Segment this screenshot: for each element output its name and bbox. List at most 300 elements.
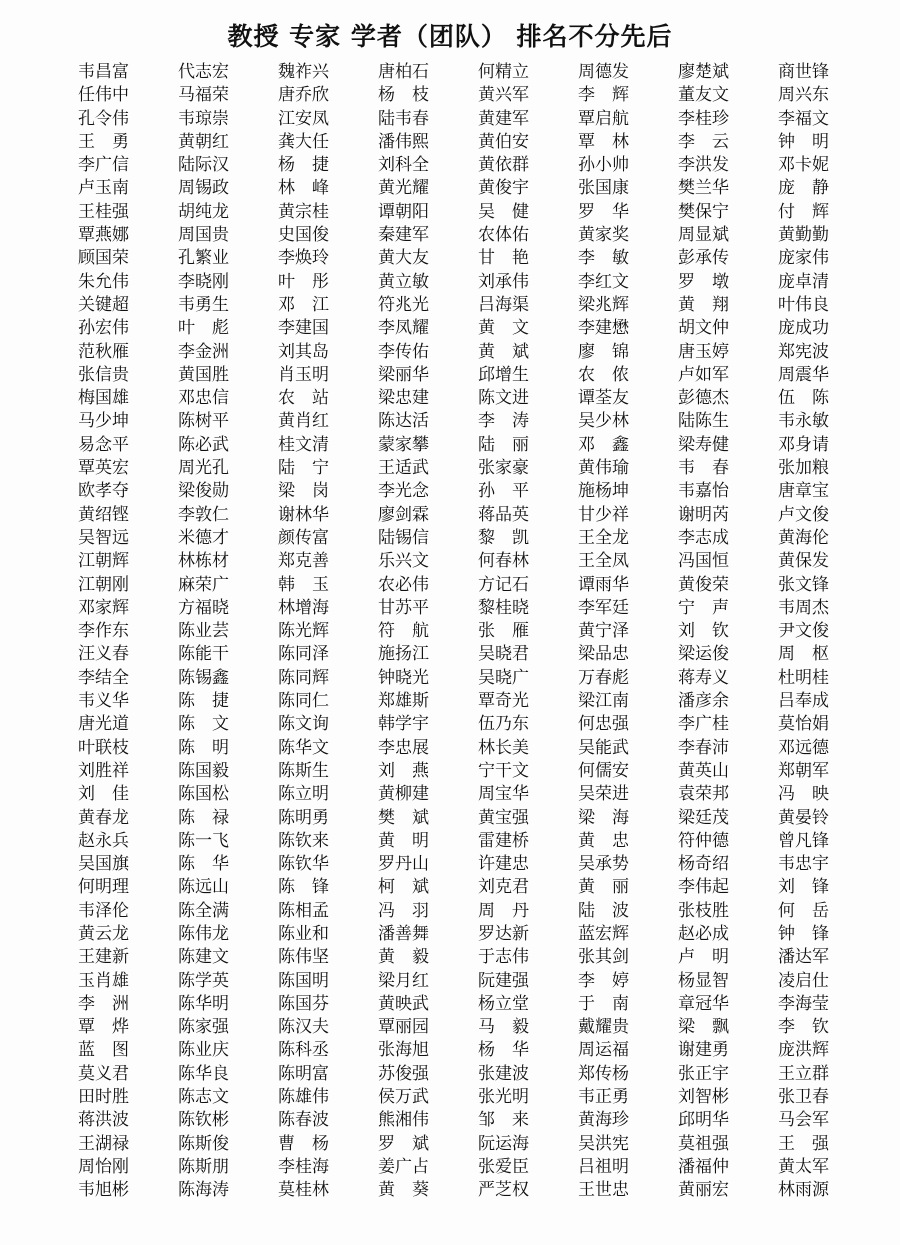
name-entry: 胡文仲 xyxy=(678,318,729,339)
name-entry: 冯国恒 xyxy=(678,551,729,572)
name-entry: 朱允伟 xyxy=(78,271,129,292)
name-entry: 周兴东 xyxy=(778,85,829,106)
name-entry: 唐柏石 xyxy=(378,62,429,82)
name-entry: 董友文 xyxy=(678,85,729,106)
name-entry: 韩 玉 xyxy=(278,574,329,595)
name-entry: 陈达活 xyxy=(378,411,429,432)
name-entry: 周显斌 xyxy=(678,225,729,246)
name-entry: 陈钦彬 xyxy=(178,1110,229,1131)
name-entry: 陈 禄 xyxy=(178,807,229,828)
name-entry: 施杨坤 xyxy=(578,481,629,502)
name-entry: 林增海 xyxy=(278,597,329,618)
name-entry: 罗 墩 xyxy=(678,271,729,292)
name-entry: 吴洪宪 xyxy=(578,1133,629,1154)
name-entry: 王立群 xyxy=(778,1063,829,1084)
name-entry: 黄伟瑜 xyxy=(578,458,629,479)
name-entry: 李洪发 xyxy=(678,155,729,176)
name-entry: 梁俊勋 xyxy=(178,481,229,502)
name-entry: 刘 燕 xyxy=(378,760,429,781)
name-entry: 赵永兵 xyxy=(78,830,129,851)
name-entry: 邓远德 xyxy=(778,737,829,758)
name-entry: 李 涛 xyxy=(478,411,529,432)
name-entry: 王全龙 xyxy=(578,527,629,548)
name-entry: 韦周杰 xyxy=(778,597,829,618)
name-entry: 陈远山 xyxy=(178,877,229,898)
name-entry: 梁丽华 xyxy=(378,364,429,385)
name-entry: 庞成功 xyxy=(778,318,829,339)
name-entry: 李忠展 xyxy=(378,737,429,758)
name-entry: 田时胜 xyxy=(78,1087,129,1108)
name-entry: 陈伟龙 xyxy=(178,923,229,944)
name-entry: 覃 林 xyxy=(578,131,629,152)
name-entry: 刘智彬 xyxy=(678,1087,729,1108)
name-entry: 龚大任 xyxy=(278,131,329,152)
name-entry: 代志宏 xyxy=(178,62,229,82)
name-entry: 何明理 xyxy=(78,877,129,898)
name-entry: 甘苏平 xyxy=(378,597,429,618)
name-entry: 谢建勇 xyxy=(678,1040,729,1061)
name-entry: 陈 华 xyxy=(178,854,229,875)
name-entry: 刘其岛 xyxy=(278,341,329,362)
name-entry: 马 毅 xyxy=(478,1017,529,1038)
name-entry: 杨 华 xyxy=(478,1040,529,1061)
name-entry: 邓 江 xyxy=(278,294,329,315)
name-entry: 史国俊 xyxy=(278,225,329,246)
page-title: 教授 专家 学者（团队） 排名不分先后 xyxy=(227,22,673,51)
name-entry: 梁江南 xyxy=(578,691,629,712)
name-entry: 甘 艳 xyxy=(478,248,529,269)
name-entry: 陈华文 xyxy=(278,737,329,758)
name-entry: 张家豪 xyxy=(478,458,529,479)
name-entry: 陈 锋 xyxy=(278,877,329,898)
name-entry: 曹 杨 xyxy=(278,1133,329,1154)
name-entry: 熊湘伟 xyxy=(378,1110,429,1131)
name-entry: 覃丽园 xyxy=(378,1017,429,1038)
name-entry: 陈海涛 xyxy=(178,1180,229,1201)
name-entry: 潘善舞 xyxy=(378,923,429,944)
name-entry: 黄朝红 xyxy=(178,131,229,152)
name-entry: 王桂强 xyxy=(78,201,129,222)
name-entry: 张建波 xyxy=(478,1063,529,1084)
name-entry: 梁兆辉 xyxy=(578,294,629,315)
name-entry: 孙小帅 xyxy=(578,155,629,176)
name-entry: 黄柳建 xyxy=(378,784,429,805)
name-entry: 张光明 xyxy=(478,1087,529,1108)
name-entry: 邱明华 xyxy=(678,1110,729,1131)
name-entry: 郑传杨 xyxy=(578,1063,629,1084)
name-entry: 陆 宁 xyxy=(278,458,329,479)
name-entry: 范秋雁 xyxy=(78,341,129,362)
name-entry: 陈光辉 xyxy=(278,621,329,642)
name-entry: 郑克善 xyxy=(278,551,329,572)
name-entry: 何忠强 xyxy=(578,714,629,735)
name-entry: 凌启仕 xyxy=(778,970,829,991)
name-entry: 韦勇生 xyxy=(178,294,229,315)
name-entry: 陈全满 xyxy=(178,900,229,921)
name-entry: 杨立堂 xyxy=(478,993,529,1014)
name-entry: 张加粮 xyxy=(778,458,829,479)
name-entry: 吴荣进 xyxy=(578,784,629,805)
name-entry: 韦义华 xyxy=(78,691,129,712)
name-entry: 陈明勇 xyxy=(278,807,329,828)
name-entry: 吕祖明 xyxy=(578,1156,629,1177)
name-entry: 杨奇绍 xyxy=(678,854,729,875)
name-entry: 李志成 xyxy=(678,527,729,548)
name-entry: 黄兴军 xyxy=(478,85,529,106)
name-entry: 邓卡妮 xyxy=(778,155,829,176)
name-entry: 莫怡娟 xyxy=(778,714,829,735)
name-entry: 黄 毅 xyxy=(378,947,429,968)
name-entry: 谢林华 xyxy=(278,504,329,525)
name-entry: 陈文进 xyxy=(478,388,529,409)
name-entry: 黄肖红 xyxy=(278,411,329,432)
name-entry: 柯 斌 xyxy=(378,877,429,898)
name-entry: 陈相孟 xyxy=(278,900,329,921)
name-entry: 宁干文 xyxy=(478,760,529,781)
name-entry: 周怡刚 xyxy=(78,1156,129,1177)
name-entry: 周德发 xyxy=(578,62,629,82)
name-entry: 王世忠 xyxy=(578,1180,629,1201)
name-entry: 肖玉明 xyxy=(278,364,329,385)
name-entry: 李建国 xyxy=(278,318,329,339)
name-entry: 梁月红 xyxy=(378,970,429,991)
name-entry: 万春彪 xyxy=(578,667,629,688)
name-entry: 陈树平 xyxy=(178,411,229,432)
name-entry: 梁 飘 xyxy=(678,1017,729,1038)
name-entry: 许建忠 xyxy=(478,854,529,875)
name-entry: 张 雁 xyxy=(478,621,529,642)
name-entry: 莫桂林 xyxy=(278,1180,329,1201)
name-entry: 王适武 xyxy=(378,458,429,479)
name-entry: 黄丽宏 xyxy=(678,1180,729,1201)
name-entry: 梅国雄 xyxy=(78,388,129,409)
name-entry: 刘科全 xyxy=(378,155,429,176)
name-entry: 韦泽伦 xyxy=(78,900,129,921)
name-entry: 农必伟 xyxy=(378,574,429,595)
name-entry: 李 敏 xyxy=(578,248,629,269)
name-entry: 周震华 xyxy=(778,364,829,385)
name-entry: 林雨源 xyxy=(778,1180,829,1201)
name-entry: 黄绍铿 xyxy=(78,504,129,525)
name-entry: 陈同辉 xyxy=(278,667,329,688)
name-entry: 庞家伟 xyxy=(778,248,829,269)
name-entry: 叶伟良 xyxy=(778,294,829,315)
name-entry: 黄英山 xyxy=(678,760,729,781)
name-entry: 陆 波 xyxy=(578,900,629,921)
name-entry: 王建新 xyxy=(78,947,129,968)
name-entry: 覃启航 xyxy=(578,108,629,129)
name-entry: 陈立明 xyxy=(278,784,329,805)
name-entry: 尹文俊 xyxy=(778,621,829,642)
name-entry: 韦昌富 xyxy=(78,62,129,82)
name-entry: 谢明芮 xyxy=(678,504,729,525)
name-entry: 桂文清 xyxy=(278,434,329,455)
name-entry: 吕奉成 xyxy=(778,691,829,712)
name-entry: 邓身请 xyxy=(778,434,829,455)
name-entry: 陈华良 xyxy=(178,1063,229,1084)
name-entry: 冯 映 xyxy=(778,784,829,805)
name-entry: 农 侬 xyxy=(578,364,629,385)
name-entry: 颜传富 xyxy=(278,527,329,548)
name-entry: 孙 平 xyxy=(478,481,529,502)
name-entry: 邓家辉 xyxy=(78,597,129,618)
name-entry: 周国贵 xyxy=(178,225,229,246)
name-entry: 陈斯俊 xyxy=(178,1133,229,1154)
name-entry: 韦旭彬 xyxy=(78,1180,129,1201)
name-entry: 陈科丞 xyxy=(278,1040,329,1061)
name-entry: 陈钦来 xyxy=(278,830,329,851)
name-entry: 蒋寿义 xyxy=(678,667,729,688)
name-entry: 韦嘉怡 xyxy=(678,481,729,502)
name-entry: 罗 华 xyxy=(578,201,629,222)
name-entry: 黄 忠 xyxy=(578,830,629,851)
name-entry: 林 峰 xyxy=(278,178,329,199)
name-entry: 玉肖雄 xyxy=(78,970,129,991)
name-entry: 李桂海 xyxy=(278,1156,329,1177)
name-entry: 刘承伟 xyxy=(478,271,529,292)
name-entry: 符仲德 xyxy=(678,830,729,851)
name-entry: 周 丹 xyxy=(478,900,529,921)
name-entry: 林栋材 xyxy=(178,551,229,572)
name-entry: 孔令伟 xyxy=(78,108,129,129)
name-entry: 农体佑 xyxy=(478,225,529,246)
name-entry: 樊兰华 xyxy=(678,178,729,199)
name-entry: 蒋品英 xyxy=(478,504,529,525)
name-entry: 梁品忠 xyxy=(578,644,629,665)
name-entry: 李海莹 xyxy=(778,993,829,1014)
name-entry: 陈一飞 xyxy=(178,830,229,851)
name-entry: 陈斯朋 xyxy=(178,1156,229,1177)
name-entry: 魏祚兴 xyxy=(278,62,329,82)
name-entry: 王全凤 xyxy=(578,551,629,572)
name-entry: 廖剑霖 xyxy=(378,504,429,525)
name-entry: 黄宁泽 xyxy=(578,621,629,642)
name-entry: 李结全 xyxy=(78,667,129,688)
name-entry: 陈春波 xyxy=(278,1110,329,1131)
name-entry: 李传佑 xyxy=(378,341,429,362)
name-entry: 陈明富 xyxy=(278,1063,329,1084)
name-entry: 严芝权 xyxy=(478,1180,529,1201)
name-entry: 吴国旗 xyxy=(78,854,129,875)
name-entry: 马少坤 xyxy=(78,411,129,432)
name-entry: 何儒安 xyxy=(578,760,629,781)
name-entry: 陈家强 xyxy=(178,1017,229,1038)
name-entry: 谭荃友 xyxy=(578,388,629,409)
name-entry: 李 云 xyxy=(678,131,729,152)
name-entry: 孙宏伟 xyxy=(78,318,129,339)
name-entry: 李春沛 xyxy=(678,737,729,758)
name-entry: 黎 凯 xyxy=(478,527,529,548)
name-entry: 商世锋 xyxy=(778,62,829,82)
name-entry: 关键超 xyxy=(78,294,129,315)
name-entry: 杨显智 xyxy=(678,970,729,991)
name-entry: 黄建军 xyxy=(478,108,529,129)
name-entry: 潘福仲 xyxy=(678,1156,729,1177)
name-entry: 钟 明 xyxy=(778,131,829,152)
name-entry: 周锡政 xyxy=(178,178,229,199)
name-entry: 邱增生 xyxy=(478,364,529,385)
name-entry: 黄光耀 xyxy=(378,178,429,199)
name-entry: 覃奇光 xyxy=(478,691,529,712)
name-entry: 黄 葵 xyxy=(378,1180,429,1201)
name-entry: 周 枢 xyxy=(778,644,829,665)
name-entry: 李焕玲 xyxy=(278,248,329,269)
name-entry: 方记石 xyxy=(478,574,529,595)
name-entry: 吴承势 xyxy=(578,854,629,875)
name-entry: 陆际汉 xyxy=(178,155,229,176)
name-entry: 陈同仁 xyxy=(278,691,329,712)
name-entry: 黄 翔 xyxy=(678,294,729,315)
name-entry: 叶 彪 xyxy=(178,318,229,339)
name-entry: 莫义君 xyxy=(78,1063,129,1084)
name-entry: 黎桂晓 xyxy=(478,597,529,618)
name-entry: 欧孝夺 xyxy=(78,481,129,502)
name-entry: 黄国胜 xyxy=(178,364,229,385)
name-entry: 李 钦 xyxy=(778,1017,829,1038)
name-entry: 郑朝军 xyxy=(778,760,829,781)
name-entry: 梁廷茂 xyxy=(678,807,729,828)
name-entry: 李 辉 xyxy=(578,85,629,106)
name-entry: 廖 锦 xyxy=(578,341,629,362)
name-entry: 马会军 xyxy=(778,1110,829,1131)
name-entry: 伍 陈 xyxy=(778,388,829,409)
name-entry: 李福文 xyxy=(778,108,829,129)
name-entry: 卢 明 xyxy=(678,947,729,968)
name-entry: 张正宇 xyxy=(678,1063,729,1084)
name-entry: 雷建桥 xyxy=(478,830,529,851)
name-entry: 钟 锋 xyxy=(778,923,829,944)
name-entry: 乐兴文 xyxy=(378,551,429,572)
name-entry: 陈建文 xyxy=(178,947,229,968)
name-entry: 黄 丽 xyxy=(578,877,629,898)
name-entry: 黄海伦 xyxy=(778,527,829,548)
name-entry: 吴晓君 xyxy=(478,644,529,665)
name-entry: 米德才 xyxy=(178,527,229,548)
name-entry: 苏俊强 xyxy=(378,1063,429,1084)
name-list xyxy=(78,61,848,1203)
name-entry: 方福晓 xyxy=(178,597,229,618)
name-entry: 郑雄斯 xyxy=(378,691,429,712)
name-entry: 覃英宏 xyxy=(78,458,129,479)
name-entry: 陈汉夫 xyxy=(278,1017,329,1038)
name-entry: 陈伟坚 xyxy=(278,947,329,968)
name-entry: 陆 丽 xyxy=(478,434,529,455)
name-entry: 庞卓清 xyxy=(778,271,829,292)
name-entry: 彭德杰 xyxy=(678,388,729,409)
name-entry: 陈国明 xyxy=(278,970,329,991)
name-entry: 黄海珍 xyxy=(578,1110,629,1131)
name-entry: 王 勇 xyxy=(78,131,129,152)
name-entry: 陈国毅 xyxy=(178,760,229,781)
name-entry: 唐玉婷 xyxy=(678,341,729,362)
name-entry: 周运福 xyxy=(578,1040,629,1061)
name-entry: 易念平 xyxy=(78,434,129,455)
name-entry: 陈 捷 xyxy=(178,691,229,712)
name-entry: 陈钦华 xyxy=(278,854,329,875)
name-entry: 钟晓光 xyxy=(378,667,429,688)
name-entry: 韩学宇 xyxy=(378,714,429,735)
name-entry: 杨 枝 xyxy=(378,85,429,106)
name-entry: 叶联枝 xyxy=(78,737,129,758)
name-entry: 叶 彤 xyxy=(278,271,329,292)
name-entry: 黄宗桂 xyxy=(278,201,329,222)
name-entry: 韦忠宇 xyxy=(778,854,829,875)
name-entry: 侯万武 xyxy=(378,1087,429,1108)
name-entry: 陈学英 xyxy=(178,970,229,991)
name-entry: 陈斯生 xyxy=(278,760,329,781)
name-entry: 李晓刚 xyxy=(178,271,229,292)
name-entry: 韦永敏 xyxy=(778,411,829,432)
name-entry: 孔繁业 xyxy=(178,248,229,269)
name-entry: 付 辉 xyxy=(778,201,829,222)
name-entry: 陆陈生 xyxy=(678,411,729,432)
name-entry: 吴晓广 xyxy=(478,667,529,688)
name-entry: 谭雨华 xyxy=(578,574,629,595)
name-entry: 农 站 xyxy=(278,388,329,409)
name-entry: 黄 明 xyxy=(378,830,429,851)
name-entry: 梁寿健 xyxy=(678,434,729,455)
name-entry: 梁 海 xyxy=(578,807,629,828)
name-entry: 陈锡鑫 xyxy=(178,667,229,688)
name-entry: 韦琼崇 xyxy=(178,108,229,129)
name-entry: 蒋洪波 xyxy=(78,1110,129,1131)
name-entry: 李伟起 xyxy=(678,877,729,898)
name-entry: 刘胜祥 xyxy=(78,760,129,781)
name-entry: 王 强 xyxy=(778,1133,829,1154)
name-entry: 张文锋 xyxy=(778,574,829,595)
name-entry: 黄俊荣 xyxy=(678,574,729,595)
name-entry: 李广桂 xyxy=(678,714,729,735)
name-entry: 李金洲 xyxy=(178,341,229,362)
name-entry: 黄大友 xyxy=(378,248,429,269)
name-entry: 章冠华 xyxy=(678,993,729,1014)
name-entry: 李建懋 xyxy=(578,318,629,339)
name-entry: 李光念 xyxy=(378,481,429,502)
name-entry: 姜广占 xyxy=(378,1156,429,1177)
name-entry: 廖楚斌 xyxy=(678,62,729,82)
name-entry: 谭朝阳 xyxy=(378,201,429,222)
name-entry: 赵必成 xyxy=(678,923,729,944)
name-entry: 江安凤 xyxy=(278,108,329,129)
name-entry: 卢如军 xyxy=(678,364,729,385)
name-entry: 宁 声 xyxy=(678,597,729,618)
name-entry: 唐光道 xyxy=(78,714,129,735)
name-entry: 林长美 xyxy=(478,737,529,758)
name-entry: 周光孔 xyxy=(178,458,229,479)
name-entry: 任伟中 xyxy=(78,85,129,106)
name-entry: 黄保发 xyxy=(778,551,829,572)
name-entry: 李桂珍 xyxy=(678,108,729,129)
name-entry: 李凤耀 xyxy=(378,318,429,339)
name-entry: 黄映武 xyxy=(378,993,429,1014)
name-entry: 戴耀贵 xyxy=(578,1017,629,1038)
name-entry: 陈同泽 xyxy=(278,644,329,665)
name-entry: 张卫春 xyxy=(778,1087,829,1108)
name-entry: 刘 钦 xyxy=(678,621,729,642)
name-entry: 梁忠建 xyxy=(378,388,429,409)
name-entry: 张海旭 xyxy=(378,1040,429,1061)
name-entry: 周宝华 xyxy=(478,784,529,805)
name-entry: 蓝 图 xyxy=(78,1040,129,1061)
name-entry: 吴少林 xyxy=(578,411,629,432)
name-entry: 麻荣广 xyxy=(178,574,229,595)
name-entry: 袁荣邦 xyxy=(678,784,729,805)
name-entry: 刘 佳 xyxy=(78,784,129,805)
name-entry: 杨 捷 xyxy=(278,155,329,176)
name-entry: 张枝胜 xyxy=(678,900,729,921)
name-entry: 胡纯龙 xyxy=(178,201,229,222)
name-entry: 吴智远 xyxy=(78,527,129,548)
